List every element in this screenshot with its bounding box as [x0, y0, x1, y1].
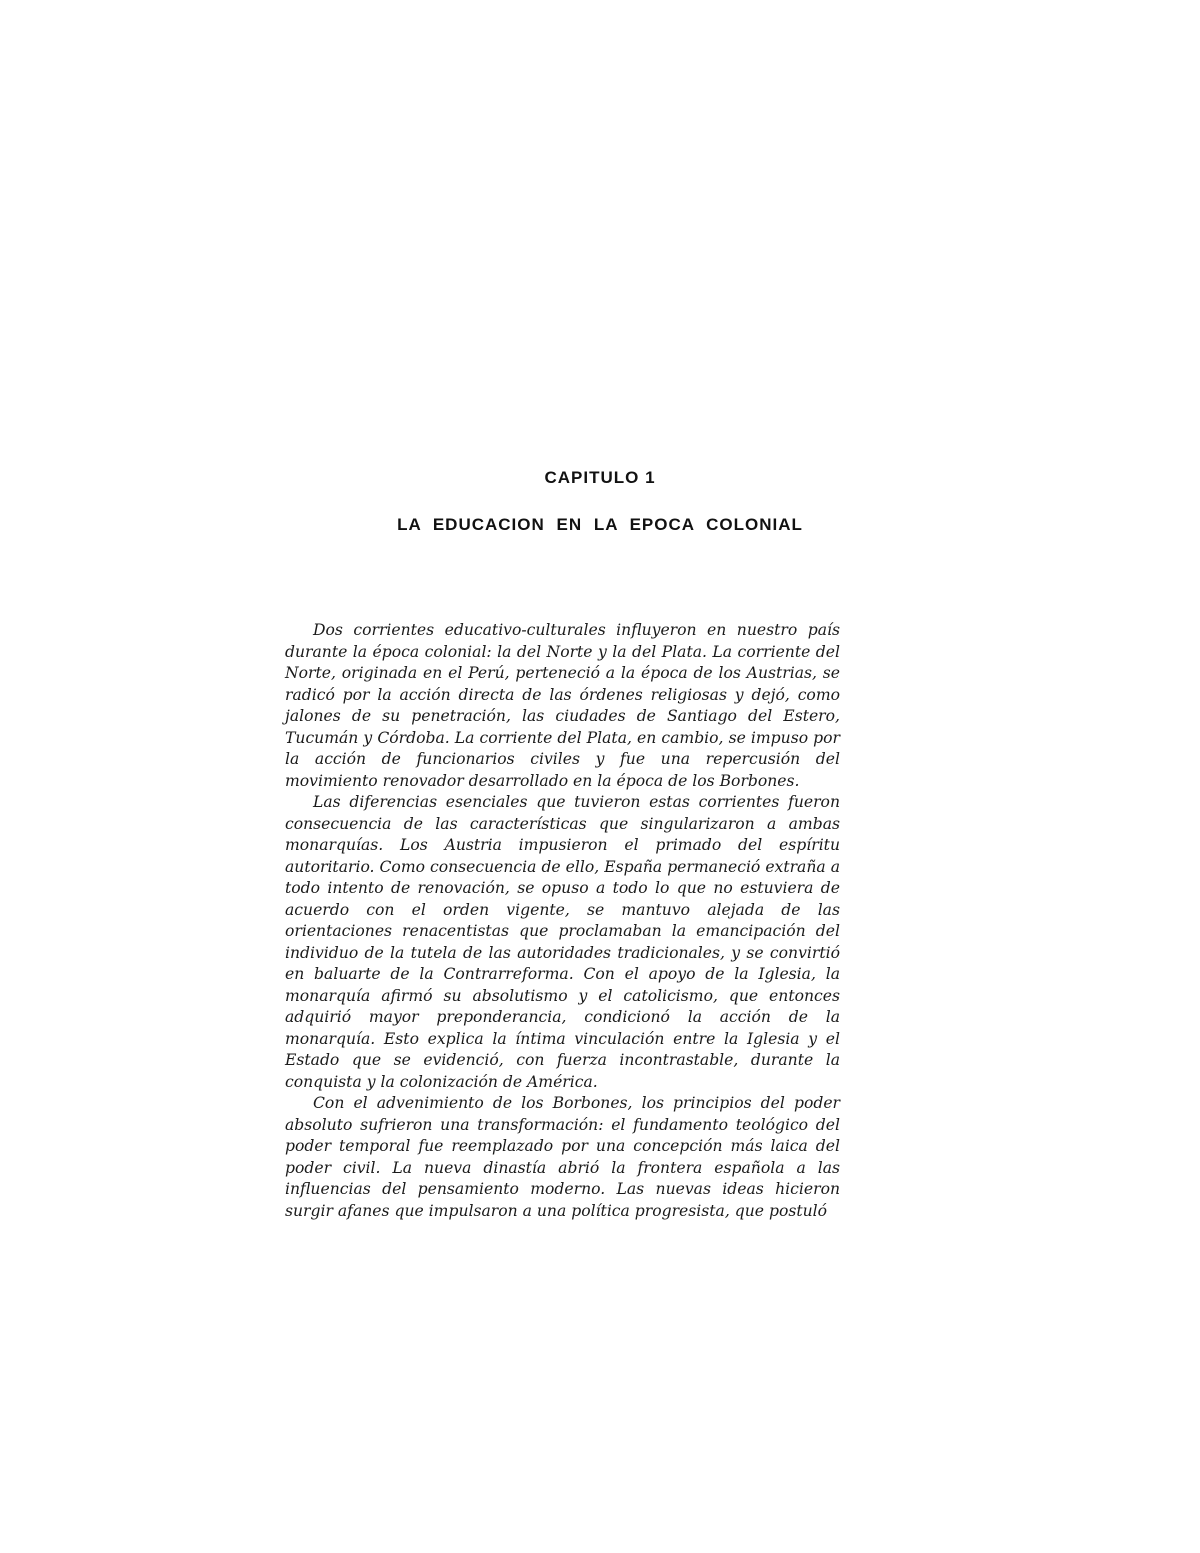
paragraph-1: Dos corrientes educativo-culturales influyeron en nuestro país durante la época colonial: la del Norte y la del Plata. La corriente del Norte, originada en el Perú, perteneció a la época de los Austrias, se radicó por la acción directa de las órdenes religiosas y dejó, como jalones de su penetración, las ciudades de Santiago del Estero, Tucumán y Córdoba. La corriente del Plata, en cambio, se impuso por la acción de funcionarios civiles y fue una repercusión del movimiento renovador desarrollado en la época de los Borbones. [285, 621, 840, 790]
paragraph-2: Las diferencias esenciales que tuvieron estas corrientes fueron consecuencia de las características que singularizaron a ambas monarquías. Los Austria impusieron el primado del espíritu autoritario. Como consecuencia de ello, España permaneció extraña a todo intento de renovación, se opuso a todo lo que no estuviera de acuerdo con el orden vigente, se mantuvo alejada de las orientaciones renacentistas que proclamaban la emancipación del individuo de la tutela de las autoridades tradicionales, y se convirtió en baluarte de la Contrarreforma. Con el apoyo de la Iglesia, la monarquía afirmó su absolutismo y el catolicismo, que entonces adquirió mayor preponderancia, condicionó la acción de la monarquía. Esto explica la íntima vinculación entre la Iglesia y el Estado que se evidenció, con fuerza incontrastable, durante la conquista y la colonización de América. [285, 793, 840, 1091]
chapter-title: LA EDUCACION EN LA EPOCA COLONIAL [397, 515, 803, 534]
paragraph-3: Con el advenimiento de los Borbones, los principios del poder absoluto sufrieron una transformación: el fundamento teológico del poder temporal fue reemplazado por una concepción más laica del poder civil. La nueva dinastía abrió la frontera española a las influencias del pensamiento moderno. Las nuevas ideas hicieron surgir afanes que impulsaron a una política progresista, que postuló [285, 1094, 840, 1220]
chapter-body [285, 620, 840, 1222]
chapter-number: CAPITULO 1 [544, 468, 656, 487]
